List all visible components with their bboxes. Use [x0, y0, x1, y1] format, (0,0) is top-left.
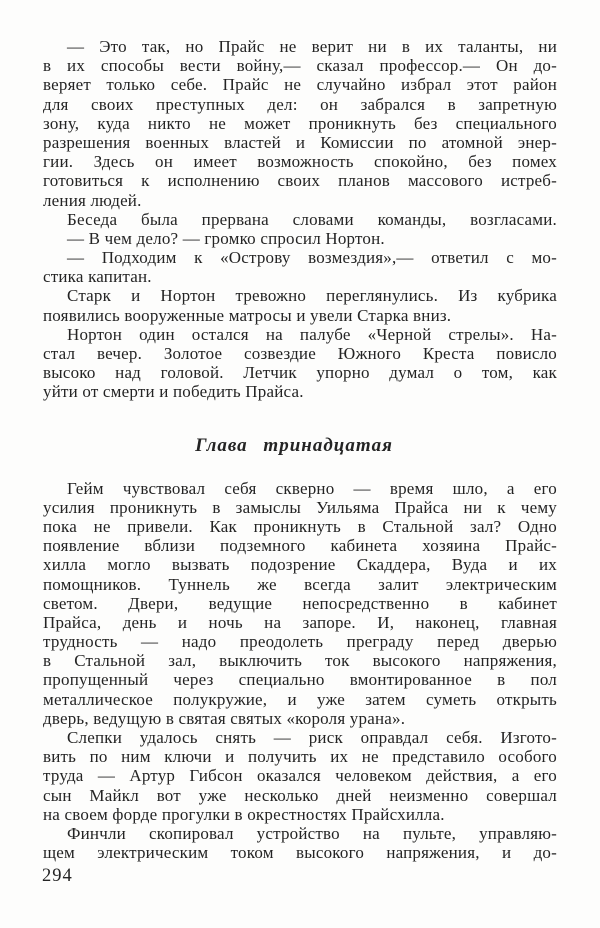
text-line: Финчли скопировал устройство на пульте, управляю-: [67, 823, 557, 843]
text-line: щем электрическим током высокого напряжения, и до-: [43, 843, 557, 863]
paragraph: [43, 325, 557, 402]
chapter-heading: Глава тринадцатая: [195, 434, 393, 456]
text-line: на своем форде прогулки в окрестностях Прайсхилла.: [43, 804, 445, 824]
text-line: металлическое полукружие, и уже затем суметь открыть: [43, 689, 557, 709]
paragraph: [43, 248, 557, 286]
text-line: гии. Здесь он имеет возможность спокойно, без помех: [43, 152, 557, 172]
text-line: светом. Двери, ведущие непосредственно в кабинет: [43, 593, 557, 613]
text-line: — Подходим к «Острову возмездия»,— ответил с мо-: [67, 248, 557, 268]
paragraph: [43, 824, 557, 862]
text-line: пока не привели. Как проникнуть в Стальной зал? Одно: [43, 516, 557, 536]
text-line: готовиться к исполнению своих планов массового истреб-: [43, 171, 557, 191]
paragraph: [43, 229, 557, 248]
text-line: в их способы вести войну,— сказал профессор.— Он до-: [43, 56, 557, 76]
text-block: [43, 37, 557, 862]
text-line: для своих преступных дел: он забрался в запретную: [43, 94, 557, 114]
paragraph: [43, 728, 557, 824]
text-line: в Стальной зал, выключить ток высокого напряжения,: [43, 651, 557, 671]
text-line: Старк и Нортон тревожно переглянулись. Из кубрика: [67, 286, 557, 306]
text-line: Слепки удалось снять — риск оправдал себя. Изгото-: [67, 728, 557, 747]
text-line: трудность — надо преодолеть преграду перед дверью: [43, 632, 557, 652]
text-line: помощников. Туннель же всегда залит электрическим: [43, 574, 557, 594]
text-line: Беседа была прервана словами команды, возгласами.: [67, 209, 557, 229]
paragraph: [43, 37, 557, 210]
text-line: разрешения военных властей и Комиссии по атомной энер-: [43, 132, 557, 152]
text-line: Прайса, день и ночь на запоре. И, наконец, главная: [43, 612, 557, 632]
text-line: уйти от смерти и победить Прайса.: [43, 382, 304, 402]
text-line: стал вечер. Золотое созвездие Южного Креста повисло: [43, 344, 557, 363]
paragraph: [43, 479, 557, 728]
text-line: труда — Артур Гибсон оказался человеком действия, а его: [43, 766, 557, 786]
text-line: сын Майкл вот уже несколько дней неизменно совершал: [43, 785, 557, 805]
text-line: усилия проникнуть в замыслы Уильяма Прайса ни к чему: [43, 497, 557, 517]
text-line: — Это так, но Прайс не верит ни в их таланты, ни: [67, 37, 557, 56]
text-line: пропущенный через специально вмонтированное в пол: [43, 670, 557, 690]
paragraph: [43, 210, 557, 229]
text-line: — В чем дело? — громко спросил Нортон.: [67, 228, 385, 248]
text-line: дверь, ведущую в святая святых «короля урана».: [43, 708, 406, 728]
text-line: вить по ним ключи и получить их не представило особого: [43, 747, 557, 767]
text-line: ления людей.: [43, 190, 142, 210]
text-line: появились вооруженные матросы и увели Старка вниз.: [43, 305, 452, 325]
text-line: зону, куда никто не может проникнуть без специального: [43, 113, 557, 133]
text-line: появление вблизи подземного кабинета хозяина Прайс-: [43, 536, 557, 556]
text-line: высоко над головой. Летчик упорно думал о том, как: [43, 363, 557, 383]
text-line: стика капитан.: [43, 267, 152, 287]
page-number: 294: [42, 866, 73, 886]
text-line: Гейм чувствовал себя скверно — время шло, а его: [67, 478, 557, 498]
text-line: хилла могло вызвать подозрение Скаддера, Вуда и их: [43, 555, 557, 575]
text-line: веряет только себе. Прайс не случайно избрал этот район: [43, 75, 557, 95]
text-line: Нортон один остался на палубе «Черной стрелы». На-: [67, 324, 557, 344]
paragraph: [43, 286, 557, 324]
